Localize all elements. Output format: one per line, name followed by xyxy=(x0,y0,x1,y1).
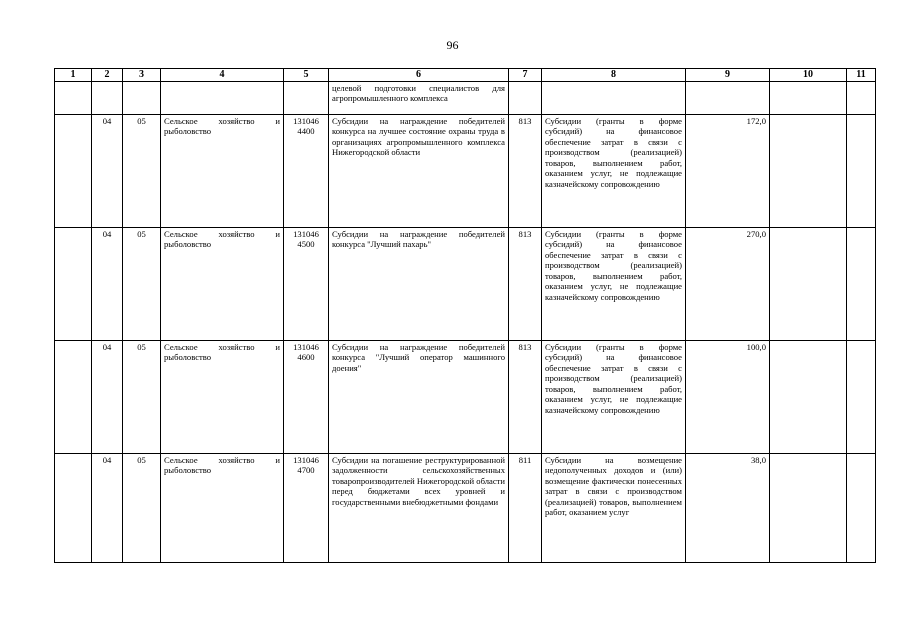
cell-target-code xyxy=(284,341,329,454)
column-header-11: 11 xyxy=(847,69,876,82)
page-number: 96 xyxy=(446,38,459,52)
table-row xyxy=(55,228,876,341)
cell-col11 xyxy=(847,115,876,228)
cell-expense-type: 811 xyxy=(509,454,542,563)
cell-expense-type: 813 xyxy=(509,228,542,341)
column-header-10: 10 xyxy=(770,69,847,82)
cell-target-code xyxy=(284,115,329,228)
column-header-2: 2 xyxy=(92,69,123,82)
cell-section-name: Сельское хозяйство и рыболовство xyxy=(161,228,284,341)
cell-col1 xyxy=(55,115,92,228)
column-header-5: 5 xyxy=(284,69,329,82)
cell-amount: 270,0 xyxy=(686,228,770,341)
target-code-part2: 4400 xyxy=(297,126,315,137)
cell-expense-type: 813 xyxy=(509,341,542,454)
cell-target-name: Субсидии на награждение победителей конкурса "Лучший оператор машинного доения" xyxy=(329,341,509,454)
cell-amount: 38,0 xyxy=(686,454,770,563)
target-code-part2: 4500 xyxy=(297,239,315,250)
cell-section-name: Сельское хозяйство и рыболовство xyxy=(161,454,284,563)
cell-expense-name: Субсидии (гранты в форме субсидий) на финансовое обеспечение затрат в связи с производством (реализацией) товаров, выполнением работ, оказанием услуг, не подлежащие казначейскому сопровождению xyxy=(542,115,686,228)
header-row xyxy=(55,69,876,82)
cell-amount: 100,0 xyxy=(686,341,770,454)
cell-col1 xyxy=(55,454,92,563)
column-header-1: 1 xyxy=(55,69,92,82)
cell-expense-type: 813 xyxy=(509,115,542,228)
target-code-part1: 131046 xyxy=(293,116,319,126)
cell-subsection: 05 xyxy=(123,115,161,228)
cell-section: 04 xyxy=(92,341,123,454)
column-header-6: 6 xyxy=(329,69,509,82)
column-header-3: 3 xyxy=(123,69,161,82)
target-code-part1: 131046 xyxy=(293,455,319,465)
cell-col10 xyxy=(770,341,847,454)
target-code-part2: 4600 xyxy=(297,352,315,363)
cell-expense-name: Субсидии (гранты в форме субсидий) на финансовое обеспечение затрат в связи с производством (реализацией) товаров, выполнением работ, оказанием услуг, не подлежащие казначейскому сопровождению xyxy=(542,228,686,341)
cell-col10 xyxy=(770,115,847,228)
cell-col1 xyxy=(55,341,92,454)
column-header-9: 9 xyxy=(686,69,770,82)
cell-target-name: Субсидии на награждение победителей конкурса "Лучший пахарь" xyxy=(329,228,509,341)
cell-col11 xyxy=(847,341,876,454)
cell-col1 xyxy=(55,228,92,341)
cell-amount: 172,0 xyxy=(686,115,770,228)
table-row xyxy=(55,454,876,563)
cell-section-name: Сельское хозяйство и рыболовство xyxy=(161,341,284,454)
target-code-part1: 131046 xyxy=(293,342,319,352)
cell-section-name: Сельское хозяйство и рыболовство xyxy=(161,115,284,228)
cell-subsection: 05 xyxy=(123,228,161,341)
cell-section: 04 xyxy=(92,115,123,228)
cell-target-code xyxy=(284,228,329,341)
cell-expense-name: Субсидии на возмещение недополученных доходов и (или) возмещение фактически понесенных затрат в связи с производством (реализацией) товаров, выполнением работ, оказанием услуг xyxy=(542,454,686,563)
target-code-part2: 4700 xyxy=(297,465,315,476)
target-code-part1: 131046 xyxy=(293,229,319,239)
table-row xyxy=(55,115,876,228)
table-row-continuation xyxy=(55,82,876,115)
table-row xyxy=(55,341,876,454)
cell-col11 xyxy=(847,228,876,341)
cell-target-code xyxy=(284,454,329,563)
column-header-8: 8 xyxy=(542,69,686,82)
cell-col10 xyxy=(770,454,847,563)
cell-expense-name: Субсидии (гранты в форме субсидий) на финансовое обеспечение затрат в связи с производством (реализацией) товаров, выполнением работ, оказанием услуг, не подлежащие казначейскому сопровождению xyxy=(542,341,686,454)
cell-target-name: Субсидии на погашение реструктурированной задолженности сельскохозяйственных товаропроизводителей Нижегородской области перед бюджетами всех уровней и государственными внебюджетными фондами xyxy=(329,454,509,563)
cell-subsection: 05 xyxy=(123,454,161,563)
continuation-text: целевой подготовки специалистов для агропромышленного комплекса xyxy=(329,82,509,115)
cell-subsection: 05 xyxy=(123,341,161,454)
column-header-4: 4 xyxy=(161,69,284,82)
cell-col11 xyxy=(847,454,876,563)
cell-col10 xyxy=(770,228,847,341)
cell-section: 04 xyxy=(92,228,123,341)
budget-table xyxy=(54,68,876,563)
column-header-7: 7 xyxy=(509,69,542,82)
cell-target-name: Субсидии на награждение победителей конкурса на лучшее состояние охраны труда в организациях агропромышленного комплекса Нижегородской области xyxy=(329,115,509,228)
cell-section: 04 xyxy=(92,454,123,563)
